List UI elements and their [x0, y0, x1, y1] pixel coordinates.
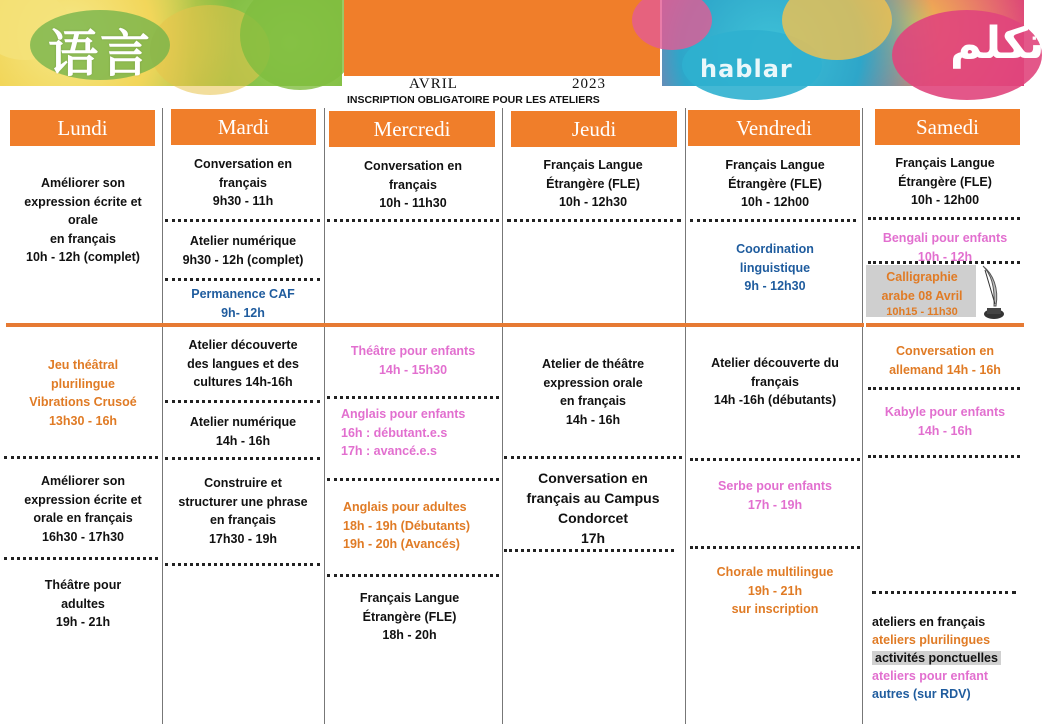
activity-lundi-evening: Théâtre pour adultes 19h - 21h	[44, 578, 122, 629]
dotted-divider	[690, 546, 860, 549]
dotted-divider	[165, 278, 320, 281]
dotted-divider	[327, 396, 499, 399]
activity-samedi-afternoon-1: Conversation en allemand 14h - 16h	[889, 344, 1001, 377]
legend-children: ateliers pour enfant	[872, 669, 988, 683]
legend-plurilingual: ateliers plurilingues	[872, 633, 991, 647]
day-header-samedi: Samedi	[875, 109, 1020, 145]
chinese-language-text: 语言	[48, 25, 152, 83]
midday-separator	[6, 323, 864, 327]
activity-vendredi-afternoon-2: Serbe pour enfants 17h - 19h	[718, 479, 832, 512]
dotted-divider	[868, 455, 1020, 458]
activity-lundi-afternoon-1: Jeu théâtral plurilingue Vibrations Crusoé 13h30 - 16h	[29, 358, 137, 428]
dotted-divider	[165, 219, 320, 222]
legend-other: autres (sur RDV)	[872, 687, 971, 701]
dotted-divider	[690, 219, 856, 222]
header-banner-chinese	[0, 0, 342, 86]
activity-lundi-afternoon-2: Améliorer son expression écrite et orale en français 16h30 - 17h30	[24, 474, 142, 544]
activity-lundi-morning: Améliorer son expression écrite et orale en français 10h - 12h (complet)	[24, 176, 142, 264]
activity-samedi-morning-2: Bengali pour enfants 10h - 12h	[882, 231, 1008, 264]
activity-vendredi-evening: Chorale multilingue 19h - 21h sur inscription	[716, 565, 834, 616]
legend-occasional: activités ponctuelles	[872, 649, 1022, 667]
header-banner-center	[344, 0, 660, 76]
activity-vendredi-morning-2: Coordination linguistique 9h - 12h30	[736, 242, 814, 293]
activity-mercredi-evening: Français Langue Étrangère (FLE) 18h - 20h	[359, 591, 460, 642]
year-label: 2023	[572, 76, 606, 92]
column-divider	[685, 108, 686, 724]
hablar-text: hablar	[700, 55, 793, 83]
dotted-divider	[165, 457, 320, 460]
activity-mardi-morning-3: Permanence CAF 9h- 12h	[191, 287, 295, 320]
activity-jeudi-afternoon-2: Conversation en français au Campus Condorcet 17h	[526, 470, 660, 546]
activity-samedi-morning-1: Français Langue Étrangère (FLE) 10h - 12h00	[895, 156, 995, 207]
activity-samedi-morning-3: Calligraphie arabe 08 Avril 10h15 - 11h30	[881, 270, 963, 318]
activity-mercredi-afternoon-1: Théâtre pour enfants 14h - 15h30	[350, 344, 476, 377]
dotted-divider	[504, 549, 674, 552]
dotted-divider	[327, 574, 499, 577]
day-header-lundi: Lundi	[10, 110, 155, 146]
activity-jeudi-morning: Français Langue Étrangère (FLE) 10h - 12h30	[543, 158, 643, 209]
activity-mardi-morning-1: Conversation en français 9h30 - 11h	[194, 157, 292, 208]
dotted-divider	[868, 217, 1020, 220]
dotted-divider	[165, 400, 320, 403]
header-banner-languages	[662, 0, 1045, 86]
dotted-divider	[690, 458, 860, 461]
column-divider	[324, 108, 325, 724]
dotted-divider	[868, 387, 1020, 390]
activity-jeudi-afternoon-1: Atelier de théâtre expression orale en français 14h - 16h	[541, 357, 645, 427]
day-header-vendredi: Vendredi	[688, 110, 860, 146]
day-header-mardi: Mardi	[171, 109, 316, 145]
midday-separator	[866, 323, 1024, 327]
column-divider	[502, 108, 503, 724]
activity-vendredi-afternoon-1: Atelier découverte du français 14h -16h (débutants)	[711, 356, 839, 407]
activity-vendredi-morning-1: Français Langue Étrangère (FLE) 10h - 12h00	[725, 158, 825, 209]
activity-mardi-afternoon-1: Atelier découverte des langues et des cultures 14h-16h	[187, 338, 299, 389]
activity-mardi-morning-2: Atelier numérique 9h30 - 12h (complet)	[182, 234, 304, 267]
dotted-divider	[507, 219, 681, 222]
column-divider	[162, 108, 163, 724]
dotted-divider	[504, 456, 682, 459]
quill-inkpot-icon	[977, 264, 1009, 322]
activity-mardi-afternoon-3: Construire et structurer une phrase en français 17h30 - 19h	[178, 476, 308, 546]
dotted-divider	[165, 563, 320, 566]
day-header-jeudi: Jeudi	[511, 111, 677, 147]
activity-mercredi-afternoon-3: Anglais pour adultes 18h - 19h (Débutants) 19h - 20h (Avancés)	[343, 500, 471, 551]
activity-samedi-afternoon-2: Kabyle pour enfants 14h - 16h	[884, 405, 1006, 438]
arabic-text: تكلم	[950, 18, 1045, 69]
legend-french: ateliers en français	[872, 615, 986, 629]
legend	[872, 613, 1022, 703]
activity-mercredi-afternoon-2: Anglais pour enfants 16h : débutant.e.s 17h : avancé.e.s	[341, 407, 466, 458]
day-header-mercredi: Mercredi	[329, 111, 495, 147]
activity-mercredi-morning: Conversation en français 10h - 11h30	[364, 159, 462, 210]
dotted-divider	[4, 557, 158, 560]
dotted-divider	[327, 478, 499, 481]
page-subtitle: INSCRIPTION OBLIGATOIRE POUR LES ATELIERS	[347, 94, 600, 106]
column-divider	[862, 108, 863, 724]
activity-mardi-afternoon-2: Atelier numérique 14h - 16h	[189, 415, 297, 448]
dotted-divider	[872, 591, 1016, 594]
dotted-divider	[4, 456, 158, 459]
dotted-divider	[327, 219, 499, 222]
month-label: AVRIL	[409, 76, 458, 92]
